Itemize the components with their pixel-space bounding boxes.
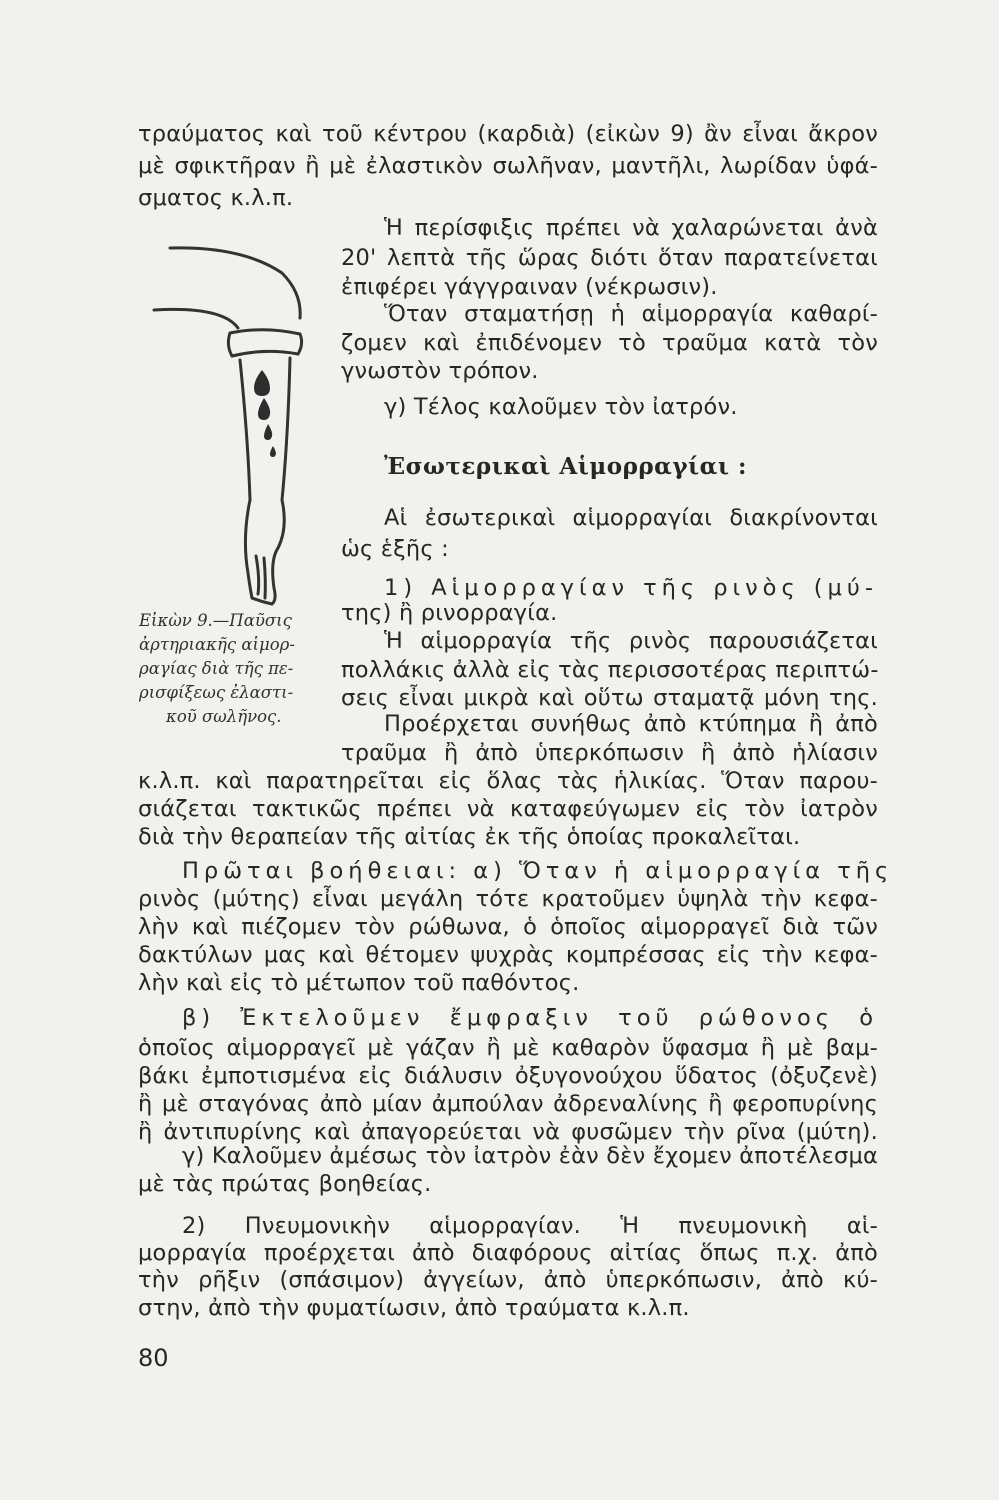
text-line: γ) Τέλος καλοῦμεν τὸν ἰατρόν.	[384, 394, 738, 420]
text-line: Πρῶται βοήθειαι: α) Ὅταν ἡ αἱμορραγία τῆς	[182, 858, 894, 884]
text-line: σματος κ.λ.π.	[138, 185, 294, 211]
text-line: ρινὸς (μύτης) εἶναι μεγάλη τότε κρατοῦμεν ὑψηλὰ τὴν κεφα-	[138, 886, 878, 912]
text-line: 1) Αἱμορραγίαν τῆς ρινὸς (μύ-	[384, 575, 878, 601]
figure-caption-line: κοῦ σωλῆνος.	[166, 707, 282, 726]
text-line: ἢ ἀντιπυρίνης καὶ ἀπαγορεύεται νὰ φυσῶμεν τὴν ρῖνα (μύτη).	[138, 1119, 878, 1145]
text-line: λὴν καὶ πιέζομεν τὸν ρώθωνα, ὁ ὁποῖος αἱμορραγεῖ διὰ τῶν	[138, 914, 878, 940]
text-line: πολλάκις ἀλλὰ εἰς τὰς περισσοτέρας περιπτώ-	[341, 657, 879, 683]
text-line: διὰ τὴν θεραπείαν τῆς αἰτίας ἐκ τῆς ὁποίας προκαλεῖται.	[138, 824, 801, 850]
text-line: Αἱ ἐσωτερικαὶ αἱμορραγίαι διακρίνονται	[384, 505, 878, 531]
text-line: στην, ἀπὸ τὴν φυματίωσιν, ἀπὸ τραύματα κ.λ.π.	[138, 1295, 690, 1321]
section-heading: Ἐσωτερικαὶ Αἱμορραγίαι :	[384, 453, 747, 480]
text-line: σεις εἶναι μικρὰ καὶ οὕτω σταματᾷ μόνη της.	[341, 685, 878, 711]
blood-drops-icon	[254, 370, 276, 457]
text-line: ἢ μὲ σταγόνας ἀπὸ μίαν ἀμπούλαν ἀδρεναλίνης ἢ φεροπυρίνης	[138, 1091, 878, 1117]
text-line: δακτύλων μας καὶ θέτομεν ψυχρὰς κομπρέσσας εἰς τὴν κεφα-	[138, 942, 878, 968]
text-line: ἐπιφέρει γάγγραιναν (νέκρωσιν).	[341, 274, 718, 300]
text-line: μὲ τὰς πρώτας βοηθείας.	[138, 1171, 432, 1197]
text-line: γνωστὸν τρόπον.	[341, 358, 539, 384]
text-line: λὴν καὶ εἰς τὸ μέτωπον τοῦ παθόντος.	[138, 970, 580, 996]
text-line: κ.λ.π. καὶ παρατηρεῖται εἰς ὅλας τὰς ἡλικίας. Ὅταν παρου-	[138, 768, 878, 794]
text-line: ὁποῖος αἱμορραγεῖ μὲ γάζαν ἢ μὲ καθαρὸν ὕφασμα ἢ μὲ βαμ-	[138, 1035, 878, 1061]
text-line: 20' λεπτὰ τῆς ὥρας διότι ὅταν παρατείνεται	[341, 245, 878, 271]
text-line: β) Ἐκτελοῦμεν ἔμφραξιν τοῦ ρώθονος ὁ	[182, 1005, 878, 1031]
figure-caption-line: ἀρτηριακῆς αἱμορ-	[139, 635, 295, 654]
text-line: ὡς ἑξῆς :	[341, 536, 449, 562]
text-line: Προέρχεται συνήθως ἀπὸ κτύπημα ἢ ἀπὸ	[384, 711, 878, 737]
text-line: μορραγία προέρχεται ἀπὸ διαφόρους αἰτίας ὅπως π.χ. ἀπὸ	[138, 1240, 878, 1266]
text-line: Ἡ περίσφιξις πρέπει νὰ χαλαρώνεται ἀνὰ	[384, 215, 878, 241]
figure-arm-tourniquet	[152, 238, 322, 618]
text-line: βάκι ἐμποτισμένα εἰς διάλυσιν ὀξυγονούχου ὕδατος (ὀξυζενὲ)	[138, 1063, 878, 1089]
figure-caption-line: ραγίας διὰ τῆς πε-	[139, 659, 294, 678]
text-line: τραύματος καὶ τοῦ κέντρου (καρδιὰ) (εἰκὼν 9) ἂν εἶναι ἄκρον	[138, 121, 878, 147]
text-line: γ) Καλοῦμεν ἀμέσως τὸν ἰατρὸν ἐὰν δὲν ἔχομεν ἀποτέλεσμα	[182, 1143, 878, 1169]
text-line: τὴν ρῆξιν (σπάσιμον) ἀγγείων, ἀπὸ ὑπερκόπωσιν, ἀπὸ κύ-	[138, 1267, 878, 1293]
text-line: της) ἢ ρινορραγία.	[341, 600, 558, 626]
text-line: σιάζεται τακτικῶς πρέπει νὰ καταφεύγωμεν εἰς τὸν ἰατρὸν	[138, 796, 878, 822]
text-line: Ὅταν σταματήσῃ ἡ αἱμορραγία καθαρί-	[384, 301, 878, 327]
figure-caption-line: ρισφίξεως ἐλαστι-	[139, 683, 294, 702]
text-line: 2) Πνευμονικὴν αἱμορραγίαν. Ἡ πνευμονικὴ αἱ-	[182, 1213, 878, 1239]
text-line: μὲ σφικτῆραν ἢ μὲ ἐλαστικὸν σωλῆναν, μαντῆλι, λωρίδαν ὑφά-	[138, 153, 878, 179]
figure-caption-line: Εἰκὼν 9.—Παῦσις	[139, 611, 292, 630]
page-number: 80	[138, 1344, 169, 1372]
text-line: τραῦμα ἢ ἀπὸ ὑπερκόπωσιν ἢ ἀπὸ ἡλίασιν	[341, 740, 878, 766]
text-line: Ἡ αἱμορραγία τῆς ρινὸς παρουσιάζεται	[384, 628, 878, 654]
text-line: ζομεν καὶ ἐπιδένομεν τὸ τραῦμα κατὰ τὸν	[341, 330, 878, 356]
